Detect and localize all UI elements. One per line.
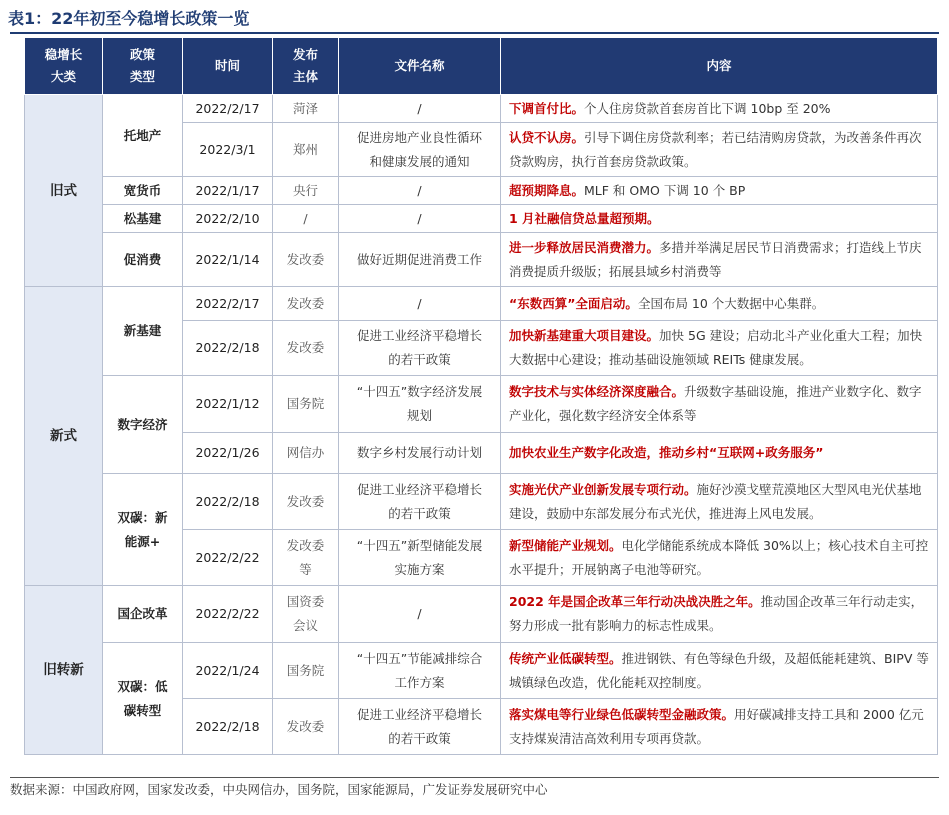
time-cell: 2022/2/22 bbox=[183, 530, 273, 586]
time-cell: 2022/2/18 bbox=[183, 474, 273, 530]
category-cell: 旧式 bbox=[25, 95, 103, 287]
content-text: 多措并举满足居民节日消费需求；打造线上节庆消费提质升级版；拓展县域乡村消费等 bbox=[509, 239, 922, 279]
content-cell bbox=[501, 321, 938, 376]
content-highlight: 进一步释放居民消费潜力。 bbox=[509, 239, 660, 255]
category-cell: 新式 bbox=[25, 287, 103, 586]
type-text: 双碳：低 碳转型 bbox=[117, 678, 168, 718]
header-category-text: 稳增长 大类 bbox=[44, 47, 83, 84]
publisher-cell: 郑州 bbox=[273, 123, 339, 177]
document-cell: / bbox=[339, 95, 501, 123]
document-cell: / bbox=[339, 205, 501, 233]
type-cell: 宽货币 bbox=[103, 177, 183, 205]
document-text: 促进房地产业良性循环 和健康发展的通知 bbox=[356, 129, 482, 169]
content-text: 升级数字基础设施，推进产业数字化、数字产业化，强化数字经济安全体系等 bbox=[509, 384, 922, 423]
document-cell: 做好近期促进消费工作 bbox=[339, 233, 501, 287]
header-row bbox=[25, 38, 938, 95]
publisher-cell: 发改委 bbox=[273, 699, 339, 755]
content-cell bbox=[501, 205, 938, 233]
document-text: 促进工业经济平稳增长 的若干政策 bbox=[356, 481, 482, 521]
content-cell bbox=[501, 699, 938, 755]
type-cell: 国企改革 bbox=[103, 586, 183, 643]
table-row bbox=[25, 233, 938, 287]
document-cell bbox=[339, 643, 501, 699]
table-row bbox=[25, 643, 938, 699]
content-highlight: 加快新基建重大项目建设。 bbox=[509, 328, 660, 343]
content-text: 施好沙漠戈壁荒漠地区大型风电光伏基地建设，鼓励中东部发展分布式光伏，推进海上风电发展。 bbox=[509, 481, 922, 521]
content-highlight: 新型储能产业规划。 bbox=[509, 537, 622, 553]
publisher-cell: 央行 bbox=[273, 177, 339, 205]
content-cell bbox=[501, 643, 938, 699]
header-category bbox=[25, 38, 103, 95]
table-row bbox=[25, 287, 938, 321]
document-text: “十四五”节能减排综合 工作方案 bbox=[356, 650, 483, 690]
category-cell: 旧转新 bbox=[25, 586, 103, 755]
time-cell: 2022/2/10 bbox=[183, 205, 273, 233]
table-row bbox=[25, 376, 938, 433]
time-cell: 2022/1/26 bbox=[183, 433, 273, 474]
content-text: 个人住房贷款首套房首比下调 10bp 至 20% bbox=[584, 100, 831, 116]
publisher-cell: / bbox=[273, 205, 339, 233]
header-publisher-text: 发布 主体 bbox=[292, 47, 318, 84]
content-highlight: 认贷不认房。 bbox=[509, 129, 585, 145]
document-cell: / bbox=[339, 177, 501, 205]
time-cell: 2022/1/14 bbox=[183, 233, 273, 287]
policy-table bbox=[24, 37, 938, 755]
document-cell bbox=[339, 699, 501, 755]
content-cell bbox=[501, 177, 938, 205]
content-cell bbox=[501, 287, 938, 321]
time-cell: 2022/1/12 bbox=[183, 376, 273, 433]
document-text: 促进工业经济平稳增长 的若干政策 bbox=[356, 328, 482, 367]
table-row bbox=[25, 474, 938, 530]
type-cell bbox=[103, 474, 183, 586]
publisher-text: 发改委 等 bbox=[286, 537, 325, 577]
content-highlight: 实施光伏产业创新发展专项行动。 bbox=[509, 481, 697, 497]
document-cell bbox=[339, 530, 501, 586]
time-cell: 2022/2/22 bbox=[183, 586, 273, 643]
header-type-text: 政策 类型 bbox=[129, 47, 155, 84]
document-cell bbox=[339, 376, 501, 433]
content-cell bbox=[501, 433, 938, 474]
content-highlight: 下调首付比。 bbox=[509, 100, 585, 116]
publisher-cell: 发改委 bbox=[273, 287, 339, 321]
publisher-cell: 网信办 bbox=[273, 433, 339, 474]
document-cell bbox=[339, 123, 501, 177]
publisher-cell bbox=[273, 530, 339, 586]
document-cell: 数字乡村发展行动计划 bbox=[339, 433, 501, 474]
content-text: 推动国企改革三年行动走实，努力形成一批有影响力的标志性成果。 bbox=[509, 594, 924, 633]
title-rule bbox=[10, 32, 939, 34]
content-cell bbox=[501, 586, 938, 643]
content-cell bbox=[501, 530, 938, 586]
publisher-text: 国资委 会议 bbox=[286, 594, 325, 633]
header-publisher bbox=[273, 38, 339, 95]
publisher-cell: 发改委 bbox=[273, 474, 339, 530]
header-type bbox=[103, 38, 183, 95]
document-cell: / bbox=[339, 287, 501, 321]
time-cell: 2022/2/18 bbox=[183, 321, 273, 376]
content-text: 加快 5G 建设；启动北斗产业化重大工程；加快大数据中心建设；推动基础设施领域 REITs 健康发展。 bbox=[509, 328, 923, 367]
document-cell bbox=[339, 474, 501, 530]
table-row bbox=[25, 586, 938, 643]
content-highlight: 超预期降息。 bbox=[509, 182, 585, 198]
type-cell: 松基建 bbox=[103, 205, 183, 233]
table-row bbox=[25, 177, 938, 205]
content-highlight: 数字技术与实体经济深度融合。 bbox=[509, 384, 685, 399]
content-cell bbox=[501, 376, 938, 433]
type-cell: 数字经济 bbox=[103, 376, 183, 474]
time-cell: 2022/2/17 bbox=[183, 95, 273, 123]
content-text: 用好碳减排支持工具和 2000 亿元支持煤炭清洁高效利用专项再贷款。 bbox=[509, 706, 924, 746]
content-highlight: 加快农业生产数字化改造，推动乡村“互联网+政务服务” bbox=[509, 445, 824, 460]
content-cell bbox=[501, 474, 938, 530]
publisher-cell: 发改委 bbox=[273, 321, 339, 376]
content-text: MLF 和 OMO 下调 10 个 BP bbox=[584, 182, 746, 198]
publisher-cell: 菏泽 bbox=[273, 95, 339, 123]
header-content: 内容 bbox=[501, 38, 938, 95]
time-cell: 2022/1/24 bbox=[183, 643, 273, 699]
type-cell bbox=[103, 643, 183, 755]
content-text: 全国布局 10 个大数据中心集群。 bbox=[637, 295, 825, 311]
time-cell: 2022/1/17 bbox=[183, 177, 273, 205]
content-cell bbox=[501, 95, 938, 123]
content-highlight: 传统产业低碳转型。 bbox=[509, 650, 622, 666]
publisher-cell: 国务院 bbox=[273, 643, 339, 699]
content-highlight: 落实煤电等行业绿色低碳转型金融政策。 bbox=[509, 706, 735, 722]
content-text: 引导下调住房贷款利率；若已结清购房贷款，为改善条件再次贷款购房，执行首套房贷款政策。 bbox=[509, 129, 922, 169]
type-text: 双碳：新 能源+ bbox=[117, 509, 168, 549]
publisher-cell: 国务院 bbox=[273, 376, 339, 433]
table-row bbox=[25, 95, 938, 123]
source-note: 数据来源：中国政府网，国家发改委，中央网信办，国务院，国家能源局，广发证券发展研究中心 bbox=[10, 782, 548, 797]
document-text: “十四五”数字经济发展 规划 bbox=[356, 384, 483, 423]
time-cell: 2022/3/1 bbox=[183, 123, 273, 177]
content-text: 推进钢铁、有色等绿色升级，及超低能耗建筑、BIPV 等城镇绿色改造，优化能耗双控制度。 bbox=[509, 650, 929, 690]
publisher-cell: 发改委 bbox=[273, 233, 339, 287]
content-highlight: “东数西算”全面启动。 bbox=[509, 295, 638, 311]
content-highlight: 2022 年是国企改革三年行动决战决胜之年。 bbox=[509, 594, 761, 609]
content-text: 电化学储能系统成本降低 30%以上；核心技术自主可控水平提升；开展钠离子电池等研究。 bbox=[509, 537, 929, 577]
type-cell: 托地产 bbox=[103, 95, 183, 177]
type-cell: 新基建 bbox=[103, 287, 183, 376]
table-title: 表1：22年初至今稳增长政策一览 bbox=[8, 9, 250, 28]
document-text: 促进工业经济平稳增长 的若干政策 bbox=[356, 706, 482, 746]
content-highlight: 1 月社融信贷总量超预期。 bbox=[509, 210, 660, 226]
content-cell bbox=[501, 123, 938, 177]
time-cell: 2022/2/18 bbox=[183, 699, 273, 755]
document-cell: / bbox=[339, 586, 501, 643]
table-row bbox=[25, 205, 938, 233]
header-time: 时间 bbox=[183, 38, 273, 95]
document-cell bbox=[339, 321, 501, 376]
header-document: 文件名称 bbox=[339, 38, 501, 95]
publisher-cell bbox=[273, 586, 339, 643]
time-cell: 2022/2/17 bbox=[183, 287, 273, 321]
content-cell bbox=[501, 233, 938, 287]
footer-rule bbox=[10, 777, 939, 778]
document-text: “十四五”新型储能发展 实施方案 bbox=[356, 537, 483, 577]
type-cell: 促消费 bbox=[103, 233, 183, 287]
